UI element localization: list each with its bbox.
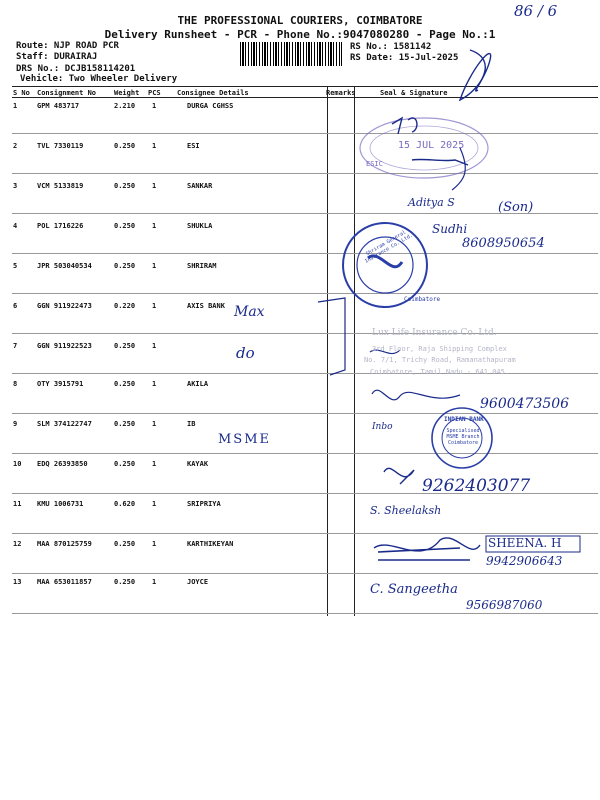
handwritten-phone-row4: 8608950654: [462, 236, 545, 251]
col-header-remarks: Remarks: [326, 89, 356, 97]
row-pcs: 1: [152, 262, 157, 270]
row-consignment: VCM 5133819: [37, 182, 84, 190]
row-weight: 0.250: [114, 142, 136, 150]
row-pcs: 1: [152, 222, 157, 230]
row-consignment: GPM 483717: [37, 102, 80, 110]
col-header-consignee: Consignee Details: [177, 89, 249, 97]
row-sno: 7: [13, 342, 18, 350]
esic-stamp-date: 15 JUL 2025: [398, 140, 465, 151]
row-consignee: SRIPRIYA: [187, 500, 221, 508]
col-header-sno: S No: [13, 89, 30, 97]
row-weight: 0.250: [114, 460, 136, 468]
handwritten-phone-row10: 9262403077: [422, 476, 531, 496]
col-header-pcs: PCS: [148, 89, 161, 97]
handwritten-sudhi: Sudhi: [432, 222, 468, 236]
row-consignment: TVL 7330119: [37, 142, 84, 150]
row-consignment: SLM 374122747: [37, 420, 92, 428]
row-consignee: KARTHIKEYAN: [187, 540, 234, 548]
row-consignment: GGN 911922523: [37, 342, 92, 350]
col-header-weight: Weight: [114, 89, 140, 97]
row-consignee: IB: [187, 420, 196, 428]
handwritten-cs-sign: C. Sangeetha: [370, 582, 458, 597]
row-consignee: ESI: [187, 142, 200, 150]
row-consignment: KMU 1006731: [37, 500, 84, 508]
row-pcs: 1: [152, 578, 157, 586]
row-sno: 2: [13, 142, 18, 150]
row-consignee: SANKAR: [187, 182, 213, 190]
row-consignment: GGN 911922473: [37, 302, 92, 310]
row-consignment: POL 1716226: [37, 222, 84, 230]
row-weight: 0.250: [114, 182, 136, 190]
handwritten-do: do: [236, 344, 255, 362]
row-consignee: AXIS BANK: [187, 302, 225, 310]
rs-number: RS No.: 1581142: [350, 42, 432, 52]
row-pcs: 1: [152, 302, 157, 310]
row-sno: 9: [13, 420, 18, 428]
row-sno: 11: [13, 500, 22, 508]
row-weight: 0.250: [114, 342, 136, 350]
row-weight: 0.250: [114, 540, 136, 548]
handwritten-sheena: SHEENA. H: [488, 536, 562, 550]
row-sno: 12: [13, 540, 22, 548]
row-sno: 4: [13, 222, 18, 230]
row-consignment: MAA 653011857: [37, 578, 92, 586]
handwritten-inbo: Inbo: [372, 422, 393, 432]
runsheet-subtitle: Delivery Runsheet - PCR - Phone No.:9047080280 - Page No.:1: [104, 28, 496, 41]
row-weight: 0.250: [114, 380, 136, 388]
col-header-consignment: Consignment No: [37, 89, 97, 97]
esic-stamp-label: ESIC: [366, 160, 383, 168]
route-label: Route: NJP ROAD PCR: [16, 41, 119, 51]
row-weight: 0.250: [114, 262, 136, 270]
lux-stamp-line1: Lux Life Insurance Co. Ltd.: [372, 328, 497, 338]
insurance-stamp-city: Coimbatore: [404, 296, 441, 303]
handwritten-msme: MSME: [218, 432, 272, 447]
handwritten-phone-row12: 9942906643: [486, 554, 563, 568]
col-header-seal: Seal & Signature: [380, 89, 448, 97]
row-consignment: MAA 870125759: [37, 540, 92, 548]
indian-bank-stamp-text: Specialised MSME Branch Coimbatore: [446, 428, 480, 446]
row-sno: 13: [13, 578, 22, 586]
row-sno: 6: [13, 302, 18, 310]
row-consignee: DURGA CGHSS: [187, 102, 234, 110]
row-consignee: JOYCE: [187, 578, 209, 586]
lux-stamp-line3: No. 7/1, Trichy Road, Ramanathapuram: [364, 356, 516, 364]
row-pcs: 1: [152, 102, 157, 110]
row-weight: 0.250: [114, 222, 136, 230]
row-pcs: 1: [152, 380, 157, 388]
row-pcs: 1: [152, 342, 157, 350]
row-pcs: 1: [152, 460, 157, 468]
indian-bank-stamp-name: INDIAN BANK: [444, 416, 484, 423]
row-consignment: EDQ 26393850: [37, 460, 88, 468]
row-sno: 10: [13, 460, 22, 468]
row-weight: 0.250: [114, 420, 136, 428]
row-weight: 0.620: [114, 500, 136, 508]
row-pcs: 1: [152, 182, 157, 190]
insurance-stamp-text: Shriram General Insurance Co. Ltd.: [364, 229, 414, 265]
handwritten-max: Max: [234, 304, 265, 320]
handwritten-aditya: Aditya S: [408, 196, 455, 209]
row-pcs: 1: [152, 540, 157, 548]
company-title: THE PROFESSIONAL COURIERS, COIMBATORE: [177, 14, 423, 27]
vehicle-label: Vehicle: Two Wheeler Delivery: [20, 74, 178, 84]
drs-number: DRS No.: DCJB158114201: [16, 64, 136, 74]
row-weight: 0.250: [114, 578, 136, 586]
staff-label: Staff: DURAIRAJ: [16, 52, 98, 62]
row-sno: 1: [13, 102, 18, 110]
row-weight: 0.220: [114, 302, 136, 310]
row-pcs: 1: [152, 420, 157, 428]
row-pcs: 1: [152, 500, 157, 508]
row-consignee: SHRIRAM: [187, 262, 217, 270]
lux-stamp-line2: 3rd Floor, Raja Shipping Complex: [372, 345, 507, 353]
handwritten-son: (Son): [498, 200, 534, 215]
handwritten-sripriya-sign: S. Sheelaksh: [370, 504, 442, 517]
row-sno: 3: [13, 182, 18, 190]
row-consignee: SHUKLA: [187, 222, 213, 230]
row-sno: 5: [13, 262, 18, 270]
handwritten-phone-row13: 9566987060: [466, 598, 543, 612]
row-sno: 8: [13, 380, 18, 388]
rs-date: RS Date: 15-Jul-2025: [350, 53, 459, 63]
row-consignment: JPR 503040534: [37, 262, 92, 270]
row-pcs: 1: [152, 142, 157, 150]
corner-page-note: 86 / 6: [514, 2, 558, 20]
handwritten-phone-row8: 9600473506: [480, 396, 570, 412]
row-weight: 2.210: [114, 102, 136, 110]
row-consignee: KAYAK: [187, 460, 209, 468]
row-consignment: OTY 3915791: [37, 380, 84, 388]
lux-stamp-line4: Coimbatore, Tamil Nadu - 641 045.: [370, 368, 510, 376]
row-consignee: AKILA: [187, 380, 209, 388]
